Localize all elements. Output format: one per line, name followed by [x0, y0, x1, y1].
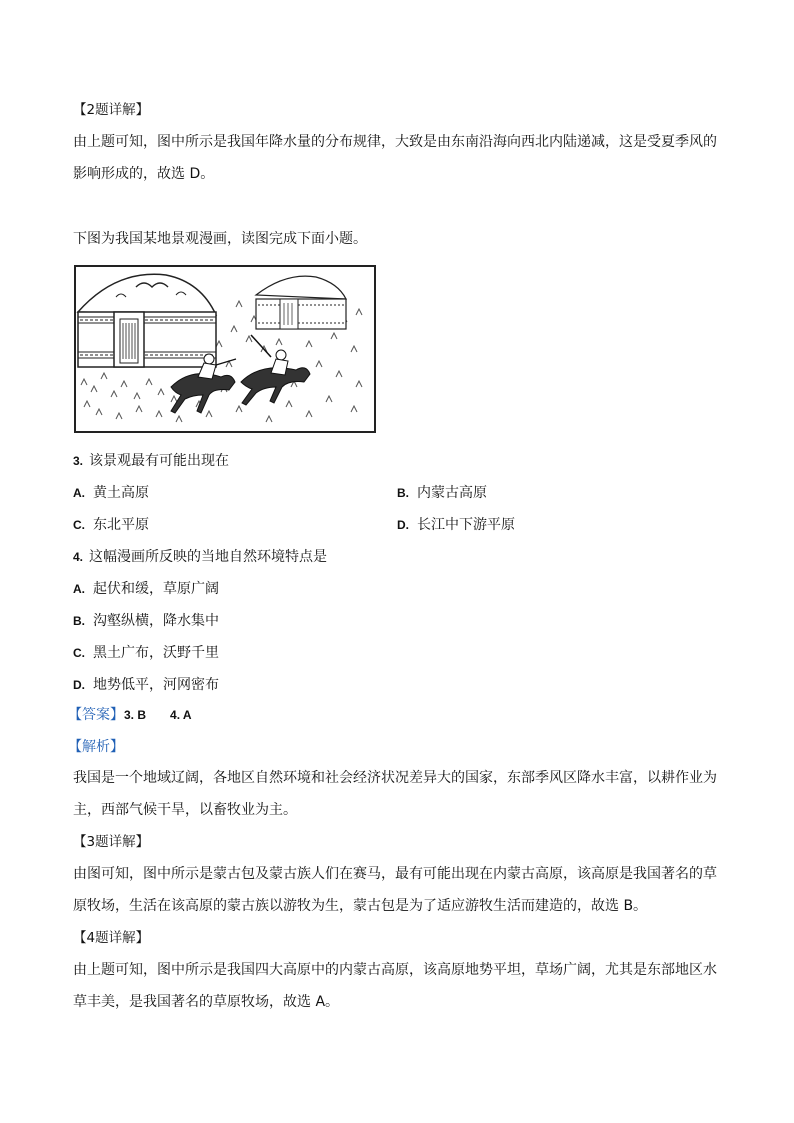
q2-detail-line2: 影响形成的，故选 D。: [73, 166, 215, 182]
option-letter: A.: [73, 582, 85, 596]
q4-detail-line2: 草丰美，是我国著名的草原牧场，故选 A。: [73, 994, 340, 1010]
option-letter: C.: [73, 646, 85, 660]
question-3-option-c: [73, 515, 149, 535]
option-letter: C.: [73, 518, 85, 532]
answer-line: [68, 705, 198, 725]
option-text: 地势低平，河网密布: [93, 677, 219, 693]
question-intro: 下图为我国某地景观漫画，读图完成下面小题。: [73, 231, 367, 247]
analysis-line1: 我国是一个地域辽阔，各地区自然环境和社会经济状况差异大的国家，东部季风区降水丰富，以耕作业为: [73, 770, 717, 786]
q4-detail-heading: 【4题详解】: [73, 930, 150, 946]
q2-detail-heading: 【2题详解】: [73, 102, 150, 118]
option-letter: D.: [73, 678, 85, 692]
analysis-label: [68, 737, 124, 757]
question-4-stem: [73, 547, 327, 567]
option-letter: B.: [73, 614, 85, 628]
analysis-line2: 主，西部气候干旱，以畜牧业为主。: [73, 802, 297, 818]
question-4-option-c: [73, 643, 219, 663]
option-text: 东北平原: [93, 517, 149, 533]
question-3-text: 该景观最有可能出现在: [89, 453, 230, 469]
option-letter: A.: [73, 486, 85, 500]
option-text: 起伏和缓，草原广阔: [93, 581, 219, 597]
q3-detail-line2: 原牧场，生活在该高原的蒙古族以游牧为生，蒙古包是为了适应游牧生活而建造的，故选 B。: [73, 898, 648, 914]
option-text: 内蒙古高原: [417, 485, 487, 501]
yurt-horse-racing-cartoon-icon: [74, 265, 376, 433]
question-3-option-d: [397, 515, 515, 535]
option-text: 长江中下游平原: [417, 517, 515, 533]
question-3-stem: [73, 451, 229, 471]
question-4-number: 4.: [73, 550, 84, 564]
analysis-label-text: 【解析】: [68, 739, 124, 755]
answer-label: 【答案】: [68, 707, 124, 723]
option-letter: D.: [397, 518, 409, 532]
question-3-option-a: [73, 483, 149, 503]
question-4-option-d: [73, 675, 219, 695]
question-4-option-a: [73, 579, 219, 599]
question-3-number: 3.: [73, 454, 84, 468]
question-3-option-b: [397, 483, 487, 503]
answer-4: 4. A: [170, 708, 192, 722]
q2-detail-line1: 由上题可知，图中所示是我国年降水量的分布规律，大致是由东南沿海向西北内陆递减，这是受夏季风的: [73, 134, 717, 150]
option-letter: B.: [397, 486, 409, 500]
question-4-option-b: [73, 611, 219, 631]
answer-3: 3. B: [124, 708, 147, 722]
question-4-text: 这幅漫画所反映的当地自然环境特点是: [89, 549, 328, 565]
option-text: 沟壑纵横，降水集中: [93, 613, 219, 629]
q4-detail-line1: 由上题可知，图中所示是我国四大高原中的内蒙古高原，该高原地势平坦，草场广阔，尤其是东部地区水: [73, 962, 717, 978]
option-text: 黄土高原: [93, 485, 149, 501]
q3-detail-line1: 由图可知，图中所示是蒙古包及蒙古族人们在赛马，最有可能出现在内蒙古高原，该高原是我国著名的草: [73, 866, 717, 882]
q3-detail-heading: 【3题详解】: [73, 834, 150, 850]
option-text: 黑土广布，沃野千里: [93, 645, 219, 661]
